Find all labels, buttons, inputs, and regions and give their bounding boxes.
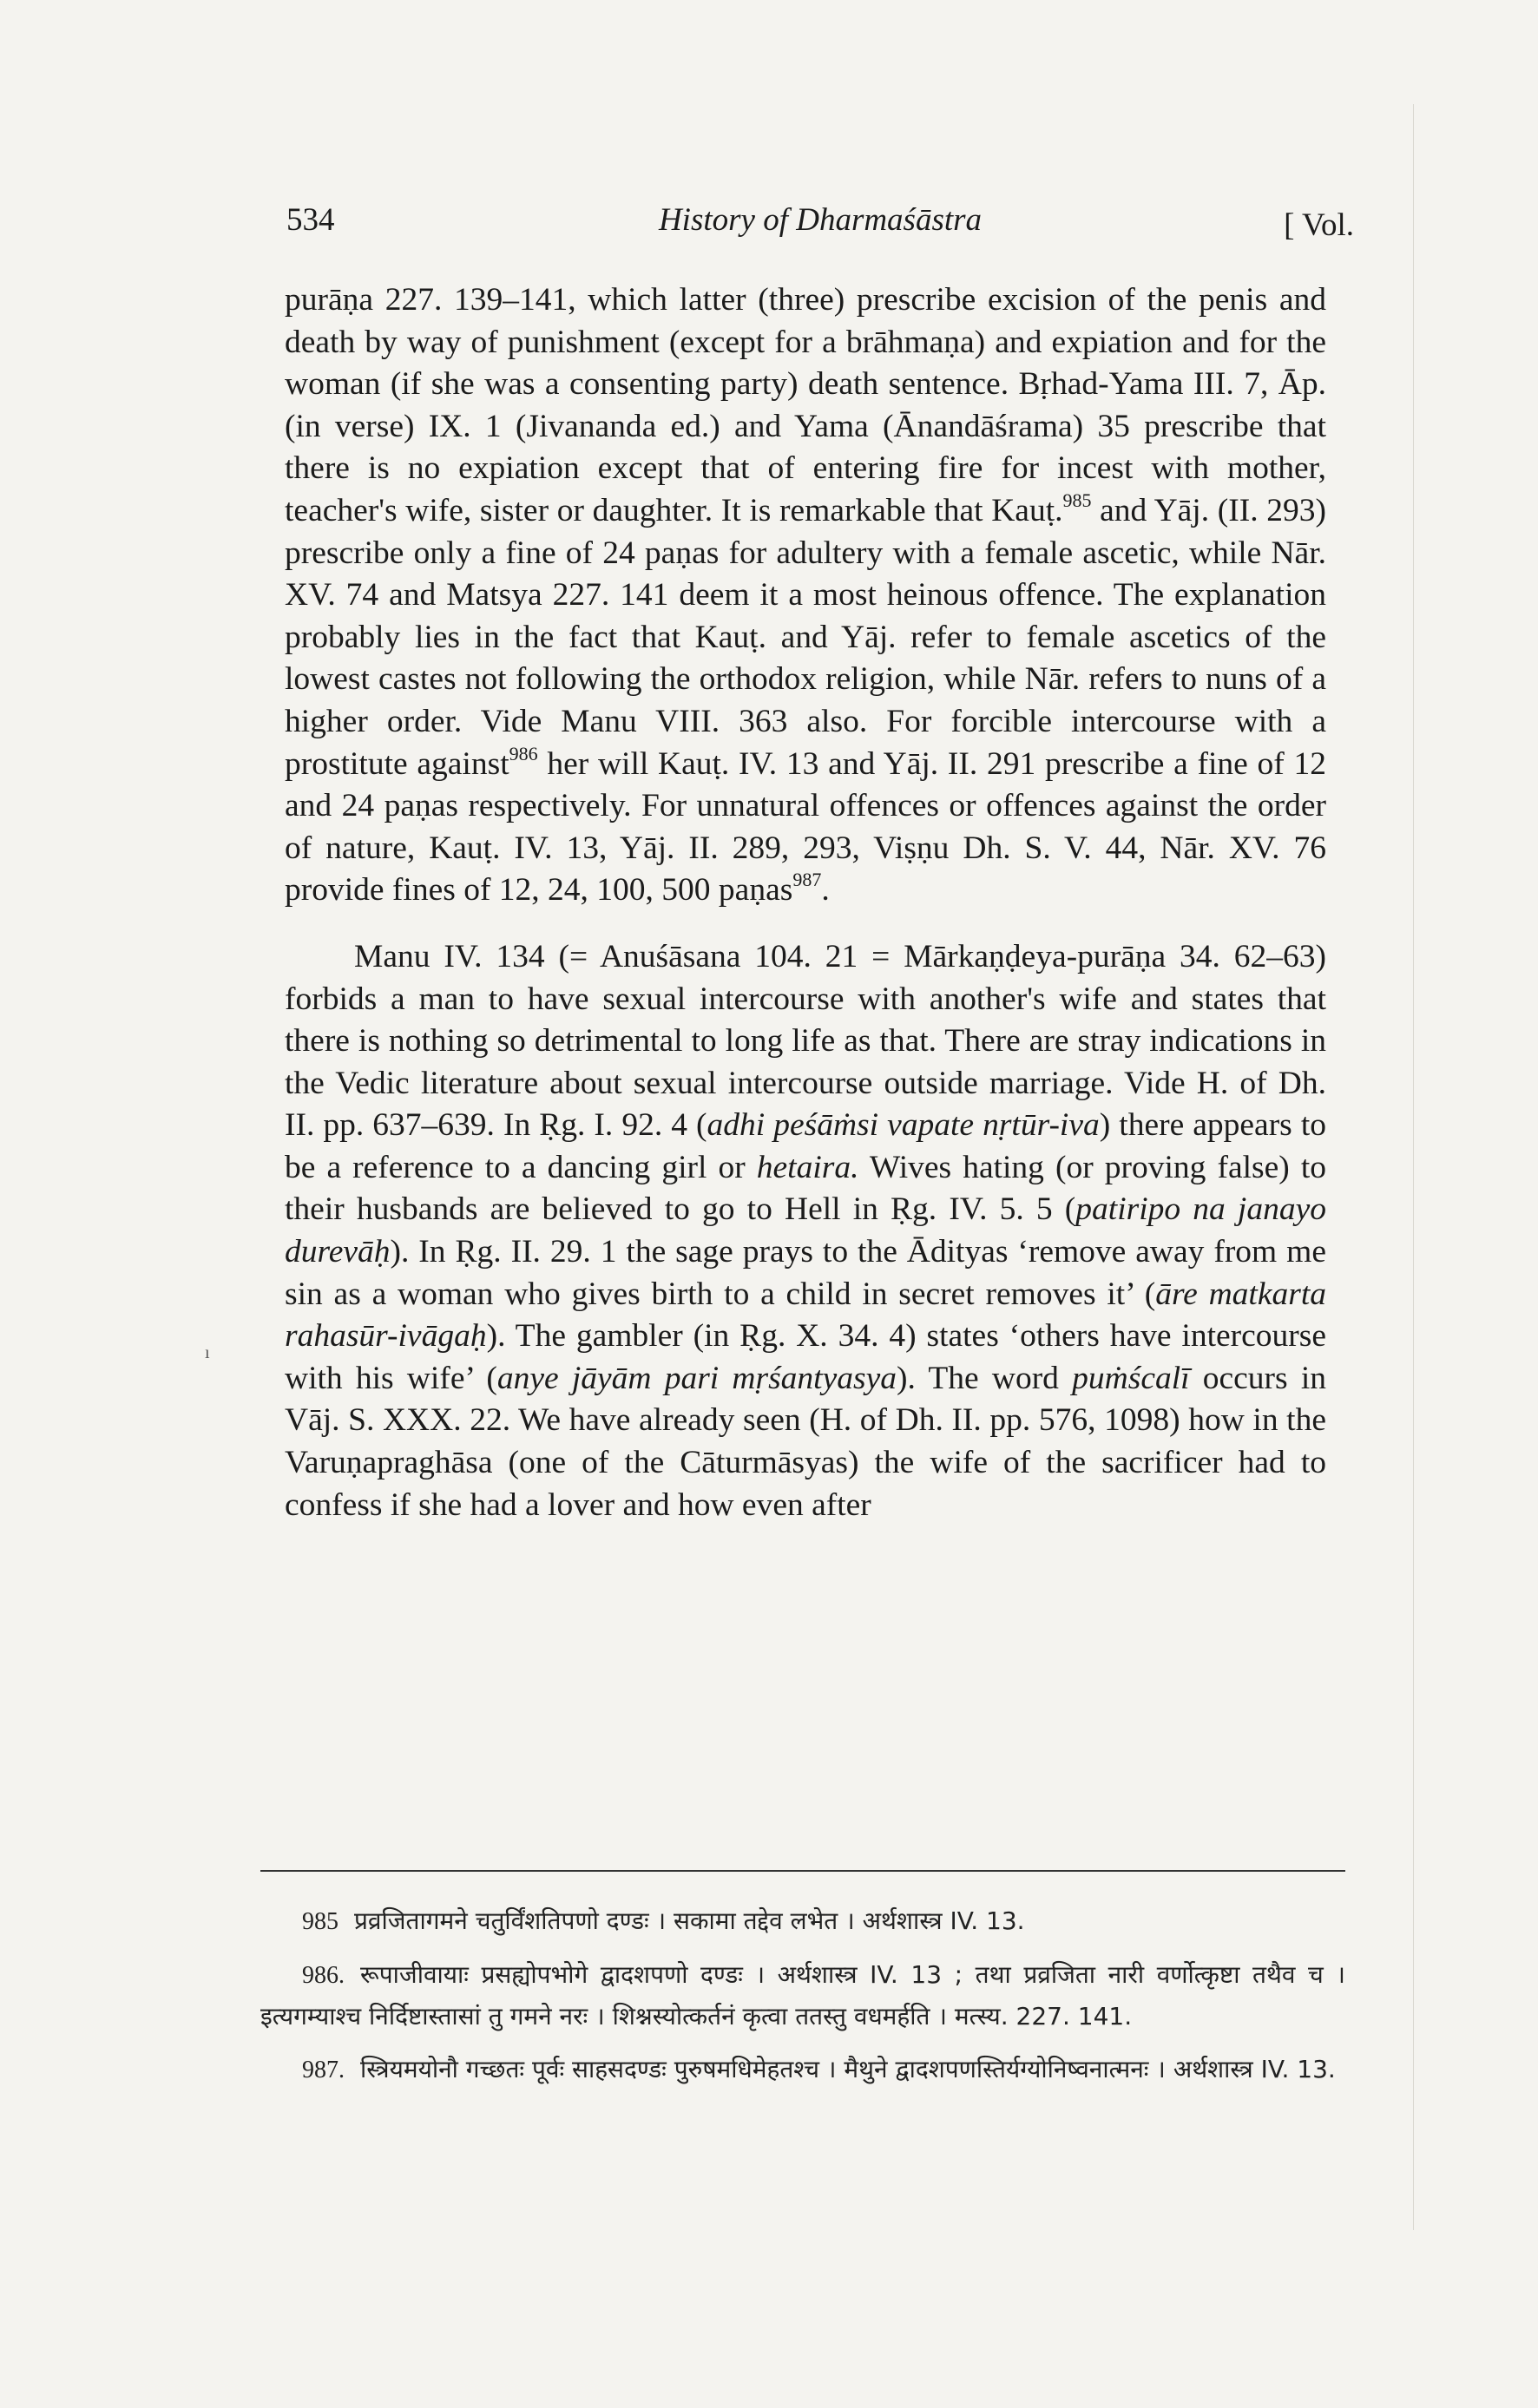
p2-text-b: ) there appears to be a reference to a dancing girl or [285,1107,1326,1185]
p2-text-d: ). In Ṛg. II. 29. 1 the sage prays to the Ādityas ‘remove away from me sin as a woman who gives birth to a child in secret removes it’ ( [285,1234,1326,1312]
p2-italic-1: adhi peśāṁsi vapate nṛtūr-iva [707,1107,1100,1144]
p2-italic-6: puṁścalī [1072,1360,1190,1396]
footnote-number: 986. [302,1962,345,1989]
footnote-number: 987. [302,2057,345,2083]
footnote-divider [260,1870,1345,1872]
page-header [286,201,1354,253]
paragraph-1 [285,279,1326,912]
footnote-ref-987: 987 [792,869,822,891]
p1-text-c: her will Kauṭ. IV. 13 and Yāj. II. 291 prescribe a fine of 12 and 24 paṇas respectively. For unnatural offences or offences against the order of nature, Kauṭ. IV. 13, Yāj. II. 289, 293, Viṣṇu Dh. S. V. 44, Nār. XV. 76 provide fines of 12, 24, 100, 500 paṇas [285,745,1326,909]
volume-label: [ Vol. [1284,207,1354,243]
p2-italic-2: hetaira. [756,1149,859,1185]
p2-text-g: occurs in Vāj. S. XXX. 22. We have already seen (H. of Dh. II. pp. 576, 1098) how in the Varuṇapraghāsa (one of the Cāturmāsyas) the wife of the sacrificer had to confess if she had a lover and how even after [285,1360,1326,1523]
running-title: History of Dharmaśāstra [658,202,983,238]
margin-mark: ı [205,1343,210,1362]
paragraph-2 [285,936,1326,1526]
main-text [285,279,1326,1526]
footnote-987 [260,2049,1345,2090]
footnote-text: रूपाजीवायाः प्रसह्योपभोगे द्वादशपणो दण्डः । अर्थशास्त्र IV. 13 ; तथा प्रव्रजिता नारी वर्णोत्कृष्टा तथैव च । इत्यगम्याश्च निर्दिष्टास्तासां तु गमने नरः । शिश्नस्योत्कर्तनं कृत्वा ततस्तु वधमर्हति । मत्स्य. 227. 141. [260,1960,1345,2031]
p1-text-d: . [821,872,830,909]
page-number: 534 [286,202,335,238]
footnote-number: 985 [302,1908,338,1935]
footnote-ref-986: 986 [509,742,538,764]
footnote-986 [260,1954,1345,2037]
footnote-ref-985: 985 [1062,489,1092,511]
footnote-985 [260,1900,1345,1942]
footnotes [260,1900,1345,2103]
p2-text-a: Manu IV. 134 (= Anuśāsana 104. 21 = Mārkaṇḍeya-purāṇa 34. 62–63) forbids a man to have sexual intercourse with another's wife and states that there is nothing so detrimental to long life as that. There are stray indications in the Vedic literature about sexual intercourse outside marriage. Vide H. of Dh. II. pp. 637–639. In Ṛg. I. 92. 4 ( [285,938,1326,1144]
p2-text-c: Wives hating (or proving false) to their husbands are believed to go to Hell in Ṛg. IV. 5. 5 ( [285,1149,1326,1228]
p2-italic-3: patiripo na janayo durevāḥ [285,1191,1327,1270]
footnote-text: प्रव्रजितागमने चतुर्विंशतिपणो दण्डः । सकामा तद्देव लभेत । अर्थशास्त्र IV. 13. [354,1906,1025,1935]
p1-text-a: purāṇa 227. 139–141, which latter (three) prescribe excision of the penis and death by way of punishment (except for a brāhmaṇa) and expiation and for the woman (if she was a consenting party) death sentence. Bṛhad-Yama III. 7, Āp. (in verse) IX. 1 (Jivananda ed.) and Yama (Ānandāśrama) 35 prescribe that there is no expiation except that of entering fire for incest with mother, teacher's wife, sister or daughter. It is remarkable that Kauṭ. [285,282,1326,528]
p2-italic-5: anye jāyām pari mṛśantyasya [496,1360,897,1396]
p2-text-e: ). The gambler (in Ṛg. X. 34. 4) states ‘others have intercourse with his wife’ ( [285,1318,1326,1396]
page-edge-line [1413,104,1414,2230]
p2-italic-4: āre matkarta rahasūr-ivāgaḥ [285,1276,1326,1355]
p2-text-f: ). The word [896,1360,1073,1396]
p1-text-b: and Yāj. (II. 293) prescribe only a fine of 24 paṇas for adultery with a female ascetic, while Nār. XV. 74 and Matsya 227. 141 deem it a most heinous offence. The explanation probably lies in the fact that Kauṭ. and Yāj. refer to female ascetics of the lowest castes not following the orthodox religion, while Nār. refers to nuns of a higher order. Vide Manu VIII. 363 also. For forcible intercourse with a prostitute against [285,492,1326,782]
footnote-text: स्त्रियमयोनौ गच्छतः पूर्वः साहसदण्डः पुरुषमधिमेहतश्च । मैथुने द्वादशपणस्तिर्यग्योनिष्वनात्मनः । अर्थशास्त्र IV. 13. [360,2055,1336,2083]
